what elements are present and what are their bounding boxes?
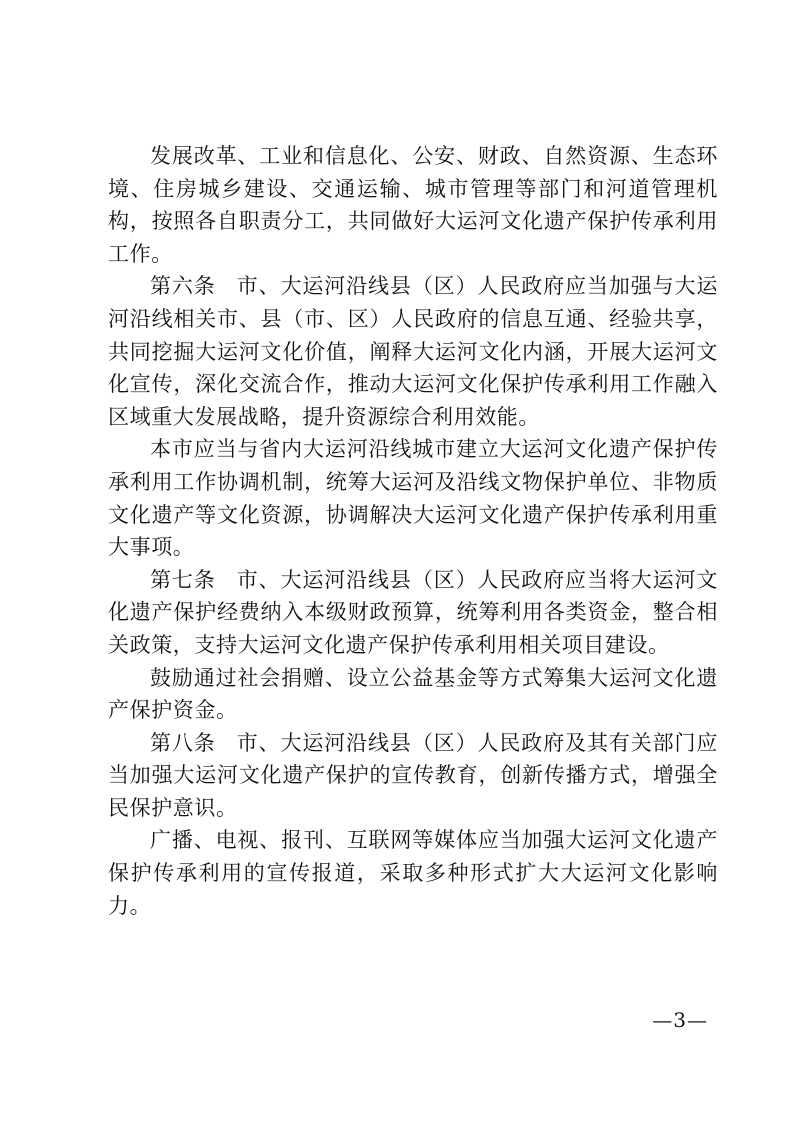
- article-number: 第六条: [150, 274, 216, 299]
- paragraph-text: 发展改革、工业和信息化、公安、财政、自然资源、生态环境、住房城乡建设、交通运输、城市管理等部门和河道管理机构，按照各自职责分工，共同做好大运河文化遗产保护传承利用工作。: [108, 144, 718, 266]
- paragraph-text: 市、大运河沿线县（区）人民政府应当加强与大运河沿线相关市、县（市、区）人民政府的信息互通、经验共享，共同挖掘大运河文化价值，阐释大运河文化内涵，开展大运河文化宣传，深化交流合作，推动大运河文化保护传承利用工作融入区域重大发展战略，提升资源综合利用效能。: [108, 274, 718, 429]
- paragraph-5: [108, 662, 718, 727]
- page-number: —3—: [652, 1008, 708, 1032]
- paragraph-text: 本市应当与省内大运河沿线城市建立大运河文化遗产保护传承利用工作协调机制，统筹大运河及沿线文物保护单位、非物质文化遗产等文化资源，协调解决大运河文化遗产保护传承利用重大事项。: [108, 437, 718, 560]
- article-7-paragraph: [108, 564, 718, 662]
- article-8-paragraph: [108, 727, 718, 825]
- paragraph-text: 鼓励通过社会捐赠、设立公益基金等方式筹集大运河文化遗产保护资金。: [108, 665, 718, 723]
- article-number: 第七条: [150, 567, 216, 592]
- paragraph-text: 广播、电视、报刊、互联网等媒体应当加强大运河文化遗产保护传承利用的宣传报道，采取多种形式扩大大运河文化影响力。: [108, 828, 718, 918]
- document-body: [108, 140, 718, 922]
- paragraph-text: 市、大运河沿线县（区）人民政府应当将大运河文化遗产保护经费纳入本级财政预算，统筹利用各类资金，整合相关政策，支持大运河文化遗产保护传承利用相关项目建设。: [108, 567, 718, 657]
- article-6-paragraph: [108, 270, 718, 433]
- article-number: 第八条: [150, 730, 216, 755]
- paragraph-3: [108, 433, 718, 563]
- paragraph-1: [108, 140, 718, 270]
- paragraph-text: 市、大运河沿线县（区）人民政府及其有关部门应当加强大运河文化遗产保护的宣传教育，创新传播方式，增强全民保护意识。: [108, 730, 718, 820]
- paragraph-7: [108, 824, 718, 922]
